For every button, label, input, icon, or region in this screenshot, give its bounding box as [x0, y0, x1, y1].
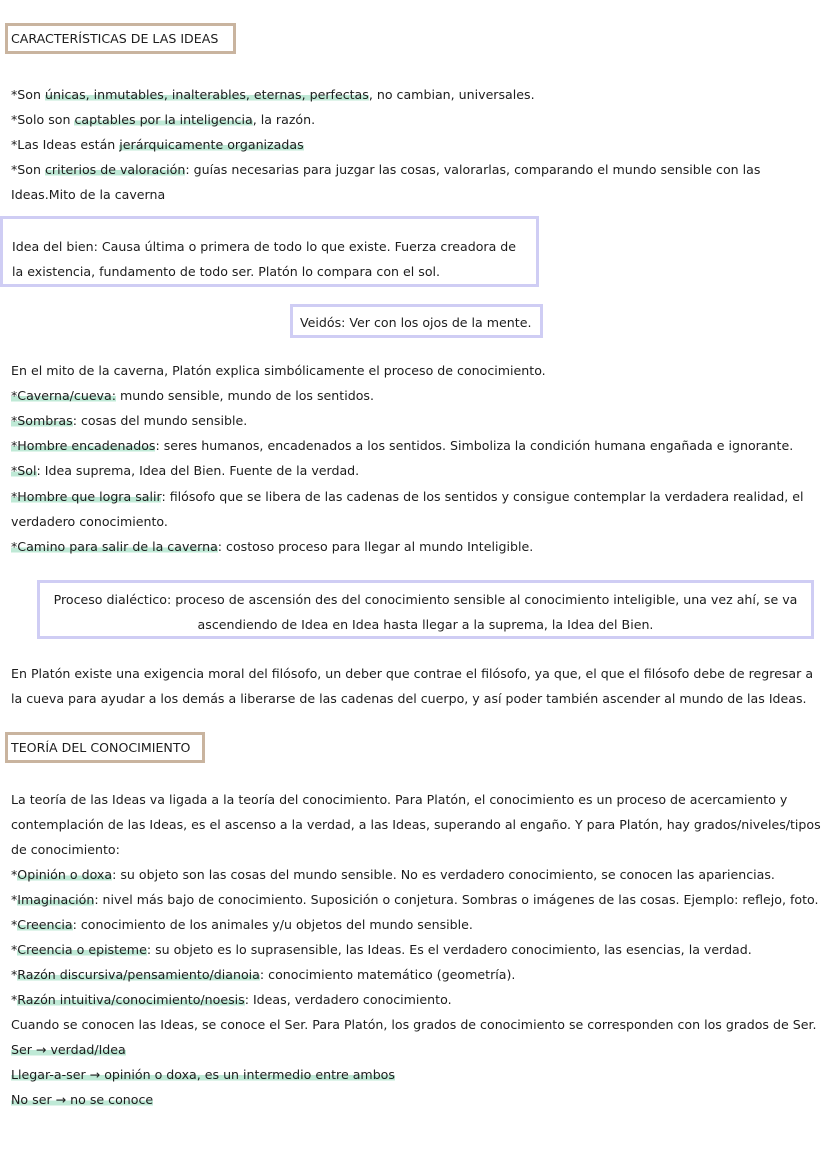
veidos-box [290, 304, 543, 338]
box-line: ascendiendo de Idea en Idea hasta llegar a la suprema, la Idea del Bien. [197, 617, 654, 632]
text-line: de conocimiento: [11, 842, 120, 857]
text-line: *Son criterios de valoración: guías necesarias para juzgar las cosas, valorarlas, comparando el mundo sensible con las [11, 162, 761, 177]
highlight: Creencia [17, 917, 73, 932]
text-line: Ideas.Mito de la caverna [11, 187, 166, 202]
highlight: *Sol [11, 463, 37, 478]
text-line: Cuando se conocen las Ideas, se conoce el Ser. Para Platón, los grados de conocimiento se corresponden con los grados de Ser. [11, 1017, 817, 1032]
highlight: *Caverna/cueva: [11, 388, 116, 403]
highlight: Creencia o episteme [17, 942, 147, 957]
text-line: *Camino para salir de la caverna: costoso proceso para llegar al mundo Inteligible. [11, 539, 534, 554]
highlight: Imaginación [17, 892, 95, 907]
highlight: Razón intuitiva/conocimiento/noesis [17, 992, 245, 1007]
text-line: *Opinión o doxa: su objeto son las cosas del mundo sensible. No es verdadero conocimiento, se conocen las apariencias. [11, 867, 775, 882]
highlight: jerárquicamente organizadas [119, 137, 304, 152]
text-line: *Las Ideas están jerárquicamente organizadas [11, 137, 304, 152]
text-line: *Sol: Idea suprema, Idea del Bien. Fuente de la verdad. [11, 463, 360, 478]
text-line: *Hombre encadenados: seres humanos, encadenados a los sentidos. Simboliza la condición humana engañada e ignorante. [11, 438, 794, 453]
highlight: No ser → no se conoce [11, 1092, 154, 1107]
text-line: En Platón existe una exigencia moral del filósofo, un deber que contrae el filósofo, ya que, el que el filósofo debe de regresar a [11, 666, 814, 681]
text-line: *Caverna/cueva: mundo sensible, mundo de los sentidos. [11, 388, 374, 403]
highlight: Ser → verdad/Idea [11, 1042, 126, 1057]
text-line: En el mito de la caverna, Platón explica simbólicamente el proceso de conocimiento. [11, 363, 546, 378]
text-line [11, 1092, 153, 1108]
highlight: únicas, inmutables, inalterables, eternas, perfectas [44, 87, 369, 102]
text-line: *Imaginación: nivel más bajo de conocimiento. Suposición o conjetura. Sombras o imágenes de las cosas. Ejemplo: reflejo, foto. [11, 892, 819, 907]
highlight: *Sombras [11, 413, 73, 428]
text-line: la cueva para ayudar a los demás a liberarse de las cadenas del cuerpo, y así poder también ascender al mundo de las Ideas. [11, 691, 807, 706]
highlight: *Hombre que logra salir [11, 489, 162, 504]
highlight: criterios de valoración [44, 162, 186, 177]
text-line: *Razón intuitiva/conocimiento/noesis: Ideas, verdadero conocimiento. [11, 992, 452, 1007]
text-line: La teoría de las Ideas va ligada a la teoría del conocimiento. Para Platón, el conocimiento es un proceso de acercamiento y [11, 792, 788, 807]
box-line: Veidós: Ver con los ojos de la mente. [300, 315, 532, 330]
highlight: *Hombre encadenados [11, 438, 156, 453]
section-heading-caracteristicas: CARACTERÍSTICAS DE LAS IDEAS [5, 23, 236, 54]
text-line: *Creencia: conocimiento de los animales y/u objetos del mundo sensible. [11, 917, 473, 932]
text-line: *Razón discursiva/pensamiento/dianoia: conocimiento matemático (geometría). [11, 967, 516, 982]
box-line: Idea del bien: Causa última o primera de todo lo que existe. Fuerza creadora de [12, 239, 517, 254]
text-line: *Sombras: cosas del mundo sensible. [11, 413, 248, 428]
text-line: *Son únicas, inmutables, inalterables, eternas, perfectas, no cambian, universales. [11, 87, 535, 102]
text-line: *Solo son captables por la inteligencia, la razón. [11, 112, 316, 127]
text-line [11, 1067, 395, 1083]
box-line: la existencia, fundamento de todo ser. Platón lo compara con el sol. [12, 264, 441, 279]
text-line: verdadero conocimiento. [11, 514, 168, 529]
section-heading-teoria: TEORÍA DEL CONOCIMIENTO [5, 732, 205, 763]
box-line: Proceso dialéctico: proceso de ascensión des del conocimiento sensible al conocimiento inteligible, una vez ahí, se va [53, 592, 798, 607]
highlight: Llegar-a-ser → opinión o doxa, es un intermedio entre ambos [11, 1067, 395, 1082]
highlight: captables por la inteligencia [74, 112, 253, 127]
text-line: *Hombre que logra salir: filósofo que se libera de las cadenas de los sentidos y consigue contemplar la verdadera realidad, el [11, 489, 804, 504]
highlight: *Camino para salir de la caverna [11, 539, 218, 554]
idea-del-bien-box [0, 216, 539, 287]
text-line [11, 1042, 126, 1058]
text-line: *Creencia o episteme: su objeto es lo suprasensible, las Ideas. Es el verdadero conocimiento, las esencias, la verdad. [11, 942, 752, 957]
text-line: contemplación de las Ideas, es el ascenso a la verdad, a las Ideas, superando al engaño. Y para Platón, hay grados/niveles/tipos [11, 817, 821, 832]
highlight: Razón discursiva/pensamiento/dianoia [17, 967, 260, 982]
proceso-dialectico-box [37, 580, 814, 639]
highlight: Opinión o doxa [17, 867, 113, 882]
